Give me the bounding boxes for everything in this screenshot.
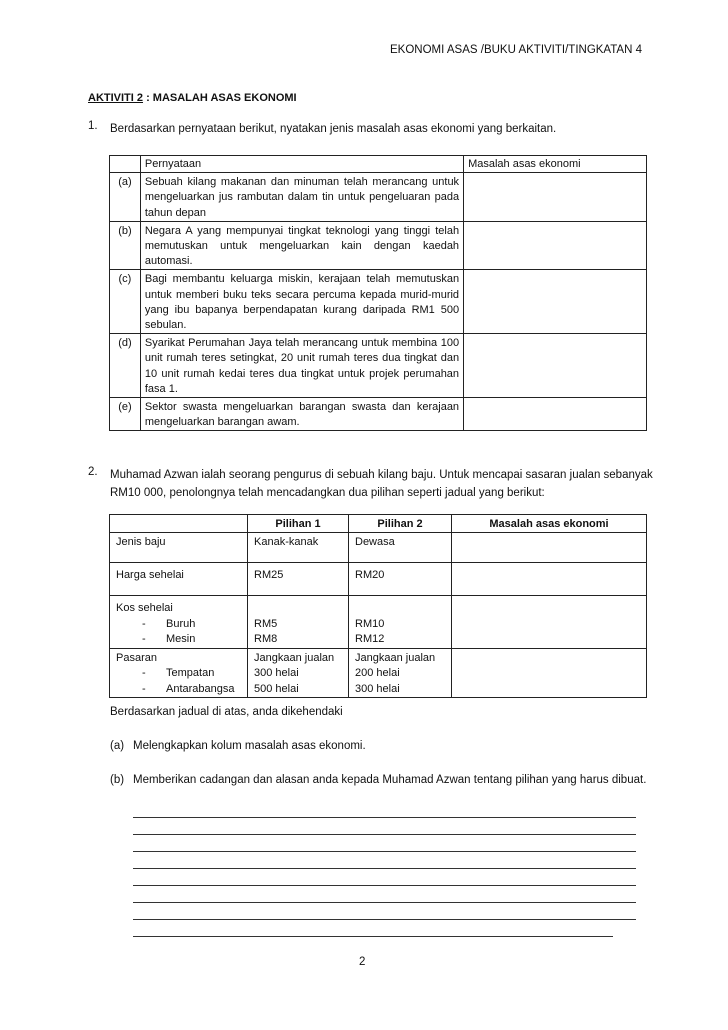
pilihan-2-value: RM20 (349, 563, 452, 596)
row-label: Harga sehelai (110, 563, 248, 596)
pasaran-tempatan (116, 666, 241, 682)
q2-part-a-label: (a) (110, 740, 125, 752)
q2-text-line1: Muhamad Azwan ialah seorang pengurus di sebuah kilang baju. Untuk mencapai sasaran jualan sebanyak (110, 469, 653, 481)
kos-mesin (116, 632, 241, 648)
answer-line[interactable] (133, 885, 636, 886)
answer-cell[interactable] (464, 221, 647, 270)
row-label: (b) (110, 221, 141, 270)
table-header-row (110, 515, 647, 533)
answer-cell[interactable] (464, 398, 647, 431)
answer-line[interactable] (133, 902, 636, 903)
q2-part-b: Memberikan cadangan dan alasan anda kepada Muhamad Azwan tentang pilihan yang harus dibuat. (133, 774, 647, 786)
dash: - (142, 633, 146, 645)
label: Mesin (166, 633, 196, 645)
q2-text-line2: RM10 000, penolongnya telah mencadangkan dua pilihan seperti jadual yang berikut: (110, 487, 545, 499)
pasaran-label: Pasaran (116, 651, 157, 664)
row-label-kos (110, 596, 248, 649)
q2-instruction: Berdasarkan jadual di atas, anda dikehendaki (110, 706, 343, 718)
q2-number: 2. (88, 466, 98, 478)
q1-number: 1. (88, 120, 98, 132)
row-label: Jenis baju (110, 533, 248, 563)
pilihan-1-kos (248, 596, 349, 649)
label: Buruh (166, 617, 196, 630)
answer-line[interactable] (133, 851, 636, 852)
table-row (110, 596, 647, 649)
row-label: (c) (110, 270, 141, 334)
answer-line[interactable] (133, 919, 636, 920)
pilihan-2-pasaran (349, 648, 452, 698)
pilihan-1-value: RM25 (248, 563, 349, 596)
q1-text: Berdasarkan pernyataan berikut, nyatakan jenis masalah asas ekonomi yang berkaitan. (110, 123, 557, 135)
label: Antarabangsa (166, 682, 235, 695)
row-label: (a) (110, 173, 141, 222)
answer-line[interactable] (133, 817, 636, 818)
table-row (110, 173, 647, 222)
activity-label: AKTIVITI 2 (88, 92, 144, 104)
answer-line[interactable] (133, 936, 613, 937)
table-cell (110, 515, 248, 533)
table-row (110, 398, 647, 431)
pilihan-2-kos (349, 596, 452, 649)
answer-cell[interactable] (452, 563, 647, 596)
answer-cell[interactable] (464, 334, 647, 398)
table-header-row (110, 156, 647, 173)
header-pernyataan: Pernyataan (140, 156, 463, 173)
activity-separator: : (143, 92, 153, 104)
header-masalah: Masalah asas ekonomi (464, 156, 647, 173)
row-label-pasaran (110, 648, 248, 698)
header-masalah: Masalah asas ekonomi (452, 515, 647, 533)
value: RM10 (355, 617, 385, 630)
answer-cell[interactable] (452, 533, 647, 563)
kos-label: Kos sehelai (116, 602, 173, 614)
value: RM8 (254, 633, 278, 645)
value: 200 helai (355, 667, 400, 679)
value: Jangkaan jualan (254, 651, 335, 664)
kos-buruh (116, 617, 241, 633)
pilihan-2-value: Dewasa (349, 533, 452, 563)
q2-table (109, 514, 647, 698)
value: 300 helai (254, 667, 299, 679)
q2-part-b-label: (b) (110, 774, 125, 786)
row-label: (d) (110, 334, 141, 398)
dash: - (142, 617, 146, 630)
page-number: 2 (359, 956, 366, 968)
value: RM5 (254, 617, 278, 630)
pilihan-1-pasaran (248, 648, 349, 698)
value: 300 helai (355, 682, 400, 695)
row-statement: Syarikat Perumahan Jaya telah merancang untuk membina 100 unit rumah teres setingkat, 20 unit rumah teres dua tingkat dan 10 unit rumah kedai teres dua tingkat untuk projek perumahan fasa 1. (140, 334, 463, 398)
row-label: (e) (110, 398, 141, 431)
value: 500 helai (254, 682, 299, 695)
answer-cell[interactable] (452, 648, 647, 698)
page-header: EKONOMI ASAS /BUKU AKTIVITI/TINGKATAN 4 (390, 44, 642, 56)
activity-title (88, 92, 297, 104)
dash: - (142, 682, 146, 695)
answer-cell[interactable] (464, 270, 647, 334)
answer-cell[interactable] (452, 596, 647, 649)
header-pilihan-1: Pilihan 1 (248, 515, 349, 533)
row-statement: Sektor swasta mengeluarkan barangan swasta dan kerajaan mengeluarkan barangan awam. (140, 398, 463, 431)
table-row (110, 270, 647, 334)
q2-part-a: Melengkapkan kolum masalah asas ekonomi. (133, 740, 366, 752)
row-statement: Bagi membantu keluarga miskin, kerajaan telah memutuskan untuk memberi buku teks secara percuma kepada murid-murid yang ibu bapanya berpendapatan kurang daripada RM1 500 sebulan. (140, 270, 463, 334)
table-row (110, 334, 647, 398)
table-cell (110, 156, 141, 173)
value: Jangkaan jualan (355, 651, 436, 664)
table-row (110, 533, 647, 563)
dash: - (142, 667, 146, 679)
answer-line[interactable] (133, 834, 636, 835)
row-statement: Sebuah kilang makanan dan minuman telah merancang untuk mengeluarkan jus rambutan dalam tin untuk pengeluaran pada tahun depan (140, 173, 463, 222)
table-row (110, 221, 647, 270)
pilihan-1-value: Kanak-kanak (248, 533, 349, 563)
label: Tempatan (166, 667, 215, 679)
row-statement: Negara A yang mempunyai tingkat teknologi yang tinggi telah memutuskan untuk mengeluarkan kain dengan kaedah automasi. (140, 221, 463, 270)
answer-cell[interactable] (464, 173, 647, 222)
answer-line[interactable] (133, 868, 636, 869)
pasaran-antarabangsa (116, 682, 241, 698)
q1-table (109, 155, 647, 431)
value: RM12 (355, 633, 385, 645)
table-row (110, 563, 647, 596)
activity-topic: MASALAH ASAS EKONOMI (152, 92, 297, 104)
table-row (110, 648, 647, 698)
header-pilihan-2: Pilihan 2 (349, 515, 452, 533)
